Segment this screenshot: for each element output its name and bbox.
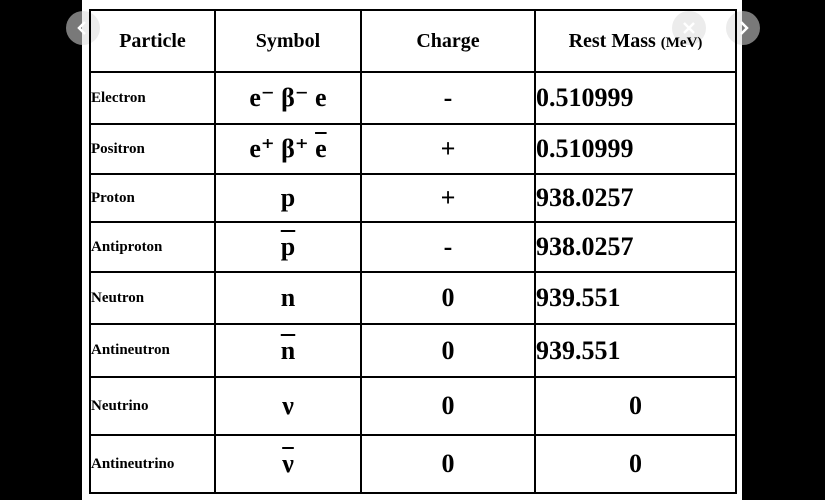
particle-rest-mass: 939.551 — [535, 272, 736, 324]
particle-symbol — [215, 124, 361, 174]
table-row — [90, 124, 736, 174]
particle-symbol: p — [215, 174, 361, 222]
particle-symbol: e⁻ β⁻ e — [215, 72, 361, 124]
header-rest-mass — [535, 10, 736, 72]
header-particle: Particle — [90, 10, 215, 72]
table-row — [90, 222, 736, 272]
particle-name: Neutron — [90, 272, 215, 324]
particle-rest-mass: 938.0257 — [535, 174, 736, 222]
particle-symbol — [215, 222, 361, 272]
particle-symbol-antiparticle: $\overline{p}$ — [280, 232, 296, 261]
table-row — [90, 377, 736, 435]
particle-name: Antineutron — [90, 324, 215, 377]
table-header-row — [90, 10, 736, 72]
particle-symbol — [215, 435, 361, 493]
table-row — [90, 174, 736, 222]
chevron-right-icon — [735, 20, 751, 36]
particle-charge: 0 — [361, 435, 535, 493]
particle-symbol-antiparticle: $\overline{n}$ — [280, 335, 296, 365]
particle-name: Electron — [90, 72, 215, 124]
particle-rest-mass: 938.0257 — [535, 222, 736, 272]
particle-symbol: n — [215, 272, 361, 324]
header-rest-mass-label: Rest Mass — [568, 29, 656, 52]
table-row — [90, 324, 736, 377]
particle-rest-mass: 0 — [535, 435, 736, 493]
particle-rest-mass: 0 — [535, 377, 736, 435]
table-row — [90, 72, 736, 124]
particle-symbol-antiparticle: $\overline{\nu}$ — [282, 449, 294, 478]
particle-rest-mass: 0.510999 — [535, 124, 736, 174]
particle-name: Neutrino — [90, 377, 215, 435]
particle-symbol: ν — [215, 377, 361, 435]
particle-name: Proton — [90, 174, 215, 222]
particle-name: Antiproton — [90, 222, 215, 272]
particle-symbol-text: e⁺ β⁺ — [249, 134, 316, 163]
particle-symbol-antiparticle: $\overline{e}$ — [315, 134, 327, 163]
particle-charge: 0 — [361, 324, 535, 377]
header-charge: Charge — [361, 10, 535, 72]
particle-name: Antineutrino — [90, 435, 215, 493]
particle-table — [89, 9, 737, 494]
particle-rest-mass: 0.510999 — [535, 72, 736, 124]
particle-charge: - — [361, 72, 535, 124]
table-row — [90, 435, 736, 493]
particle-charge: - — [361, 222, 535, 272]
particle-charge: + — [361, 174, 535, 222]
particle-name: Positron — [90, 124, 215, 174]
particle-symbol — [215, 324, 361, 377]
particle-charge: + — [361, 124, 535, 174]
header-symbol: Symbol — [215, 10, 361, 72]
particle-charge: 0 — [361, 377, 535, 435]
particle-rest-mass: 939.551 — [535, 324, 736, 377]
header-rest-mass-unit: (MeV) — [660, 34, 703, 51]
particle-charge: 0 — [361, 272, 535, 324]
table-row — [90, 272, 736, 324]
